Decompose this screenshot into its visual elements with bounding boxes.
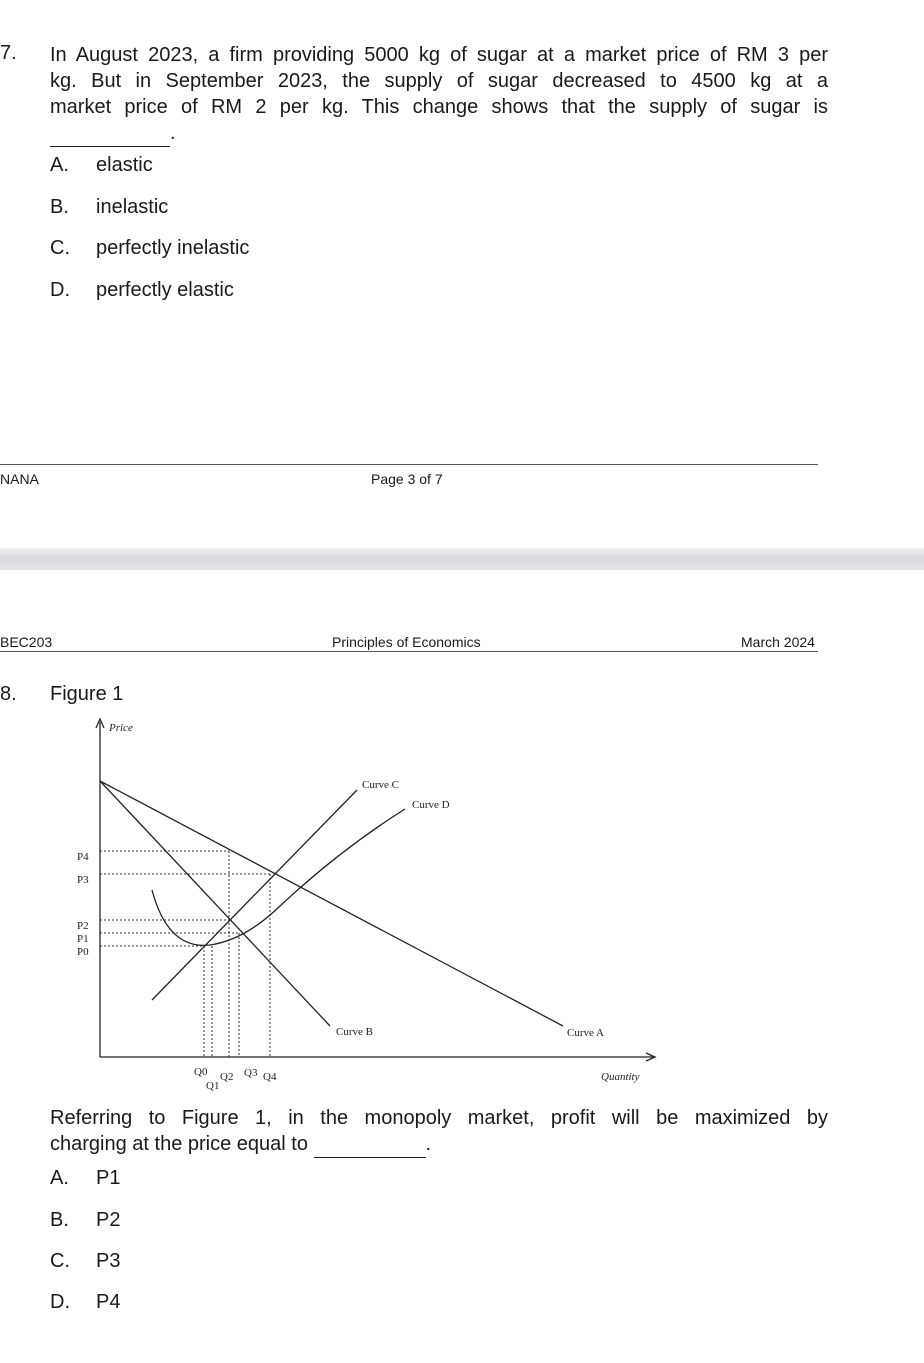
quantity-label-q4: Q4 <box>263 1071 277 1083</box>
blank-tail: . <box>425 1133 432 1155</box>
curve-b-line <box>100 781 330 1026</box>
figure-title: Figure 1 <box>50 683 124 705</box>
curve-d-label: Curve D <box>412 799 450 811</box>
question-7-line-3: market price of RM 2 per kg. This change shows that the supply of sugar is <box>50 96 828 118</box>
curve-a-label: Curve A <box>567 1027 604 1039</box>
price-label-p0: P0 <box>77 946 89 958</box>
header-date: March 2024 <box>741 634 815 650</box>
header-course-code: BEC203 <box>0 634 53 650</box>
option-letter: A. <box>50 1167 69 1189</box>
question-7-line-1: In August 2023, a firm providing 5000 kg of sugar at a market price of RM 3 per <box>50 44 828 66</box>
option-letter: D. <box>50 1291 70 1313</box>
option-letter: A. <box>50 154 69 176</box>
option-letter: B. <box>50 196 69 218</box>
option-text: P4 <box>96 1291 121 1313</box>
quantity-label-q0: Q0 <box>194 1066 208 1078</box>
option-text: elastic <box>96 154 153 176</box>
blank-tail: . <box>170 122 176 144</box>
option-text: inelastic <box>96 196 169 218</box>
price-label-p3: P3 <box>77 874 89 886</box>
q8-option-c[interactable] <box>50 1250 250 1274</box>
q8-option-b[interactable] <box>50 1209 250 1233</box>
quantity-label-q1: Q1 <box>206 1080 220 1092</box>
curve-c-label: Curve C <box>362 779 399 791</box>
curve-a-line <box>100 781 563 1026</box>
question-8-line-1: Referring to Figure 1, in the monopoly market, profit will be maximized by <box>50 1107 828 1129</box>
x-axis-label: Quantity <box>601 1071 640 1083</box>
q8-option-a[interactable] <box>50 1167 250 1191</box>
curve-c-line <box>152 790 357 1000</box>
option-text: P3 <box>96 1250 121 1272</box>
question-8-stem <box>50 1105 828 1158</box>
question-7-number: 7. <box>0 42 17 64</box>
option-letter: D. <box>50 279 70 301</box>
price-guides <box>100 851 270 946</box>
option-text: P2 <box>96 1209 121 1231</box>
price-label-p4: P4 <box>77 851 89 863</box>
question-8-line-2 <box>50 1131 828 1158</box>
option-letter: C. <box>50 237 70 259</box>
curve-b-label: Curve B <box>336 1026 373 1038</box>
option-text: P1 <box>96 1167 121 1189</box>
price-label-p1: P1 <box>77 933 89 945</box>
footer-page-number: Page 3 of 7 <box>371 471 443 487</box>
quantity-guides <box>204 851 270 1057</box>
question-8-line-2-text: charging at the price equal to <box>50 1133 308 1155</box>
q8-option-d[interactable] <box>50 1291 250 1315</box>
y-axis-label: Price <box>109 722 133 734</box>
footer-author: NANA <box>0 471 39 487</box>
quantity-label-q3: Q3 <box>244 1067 258 1079</box>
option-text: perfectly elastic <box>96 279 234 301</box>
option-text: perfectly inelastic <box>96 237 250 259</box>
option-letter: B. <box>50 1209 69 1231</box>
question-8-number: 8. <box>0 683 17 705</box>
price-label-p2: P2 <box>77 920 89 932</box>
quantity-label-q2: Q2 <box>220 1071 234 1083</box>
option-letter: C. <box>50 1250 70 1272</box>
header-course-name: Principles of Economics <box>332 634 481 650</box>
question-7-line-2: kg. But in September 2023, the supply of sugar decreased to 4500 kg at a <box>50 70 828 92</box>
answer-blank <box>314 1131 426 1158</box>
